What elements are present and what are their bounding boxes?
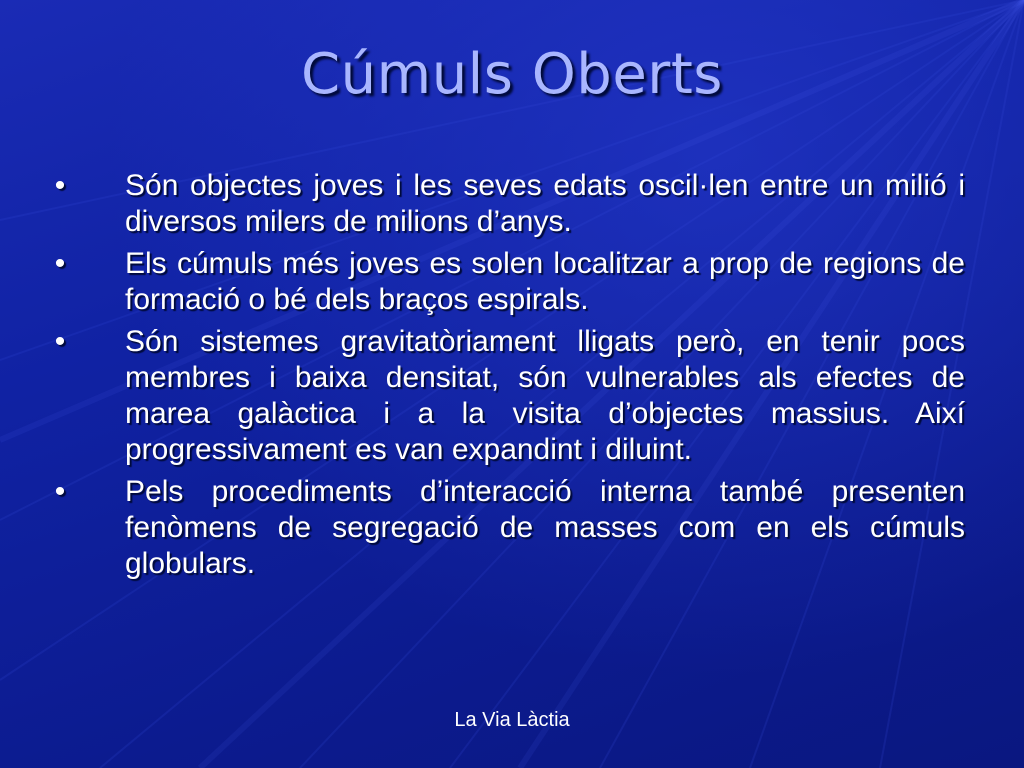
bullet-text: Són sistemes gravitatòriament lligats però, en tenir pocs membres i baixa densitat, són vulnerables als efectes de marea galàctica i a la visita d’objectes massius. Així progressivament es van expandint i diluint.	[125, 325, 965, 466]
slide-title: Cúmuls Oberts	[301, 42, 723, 107]
bullet-text: Són objectes joves i les seves edats oscil·len entre un milió i diversos milers de milions d’anys.	[125, 169, 965, 238]
bullet-list	[40, 168, 965, 588]
bullet-item	[40, 474, 965, 582]
bullet-dot-icon: •	[54, 247, 66, 280]
bullet-dot-icon: •	[54, 169, 66, 202]
bullet-dot-icon: •	[54, 475, 66, 508]
bullet-item	[40, 168, 965, 240]
bullet-dot-icon: •	[54, 325, 66, 358]
bullet-text: Els cúmuls més joves es solen localitzar a prop de regions de formació o bé dels braços espirals.	[125, 247, 965, 316]
bullet-item	[40, 324, 965, 468]
bullet-text: Pels procediments d’interacció interna també presenten fenòmens de segregació de masses com en els cúmuls globulars.	[125, 475, 965, 580]
slide-footer: La Via Làctia	[454, 709, 570, 731]
bullet-item	[40, 246, 965, 318]
